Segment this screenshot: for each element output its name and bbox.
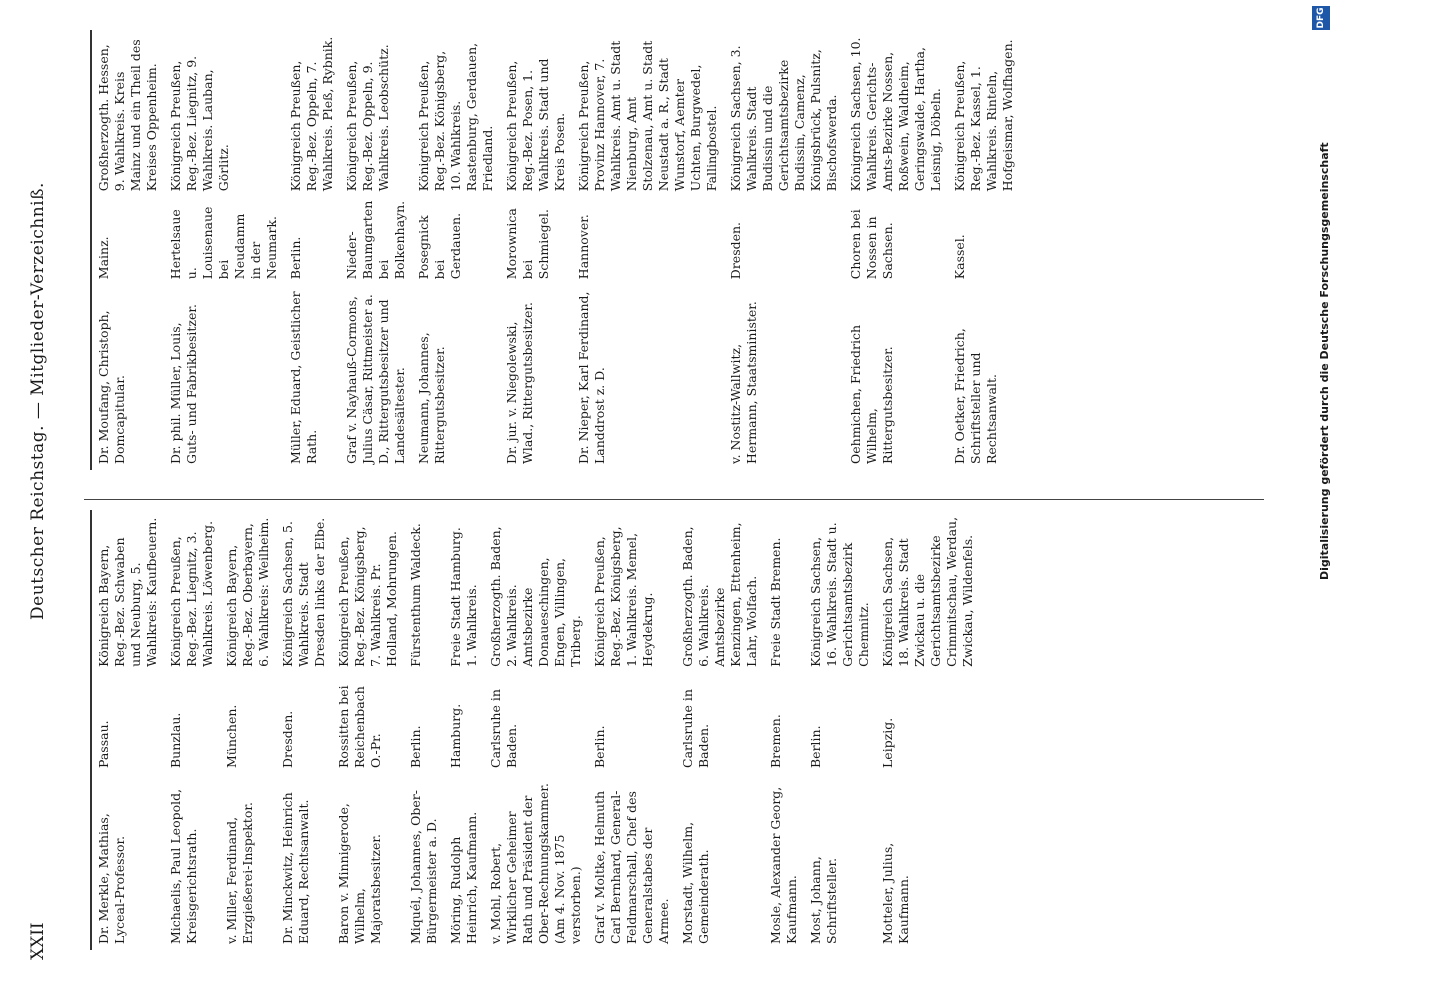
- member-residence: Hannover.: [576, 214, 591, 280]
- page-header: [10, 0, 70, 1000]
- member-row: [764, 510, 804, 950]
- member-name: Neumann, Johannes, Rittergutsbesitzer.: [416, 332, 447, 464]
- member-name: Dr. Minckwitz, Heinrich Eduard, Rechtsanwalt.: [280, 792, 311, 944]
- member-residence: Passau.: [96, 720, 111, 768]
- member-name: Dr. Moufang, Christoph, Domcapitular.: [96, 310, 127, 464]
- member-row: [804, 510, 876, 950]
- member-name: Graf v. Moltke, Helmuth Carl Bernhard, General-Feldmarschall, Chef des Generalstabes der Armee.: [592, 790, 671, 944]
- member-name: Oehmichen, Friedrich Wilhelm, Rittergutsbesitzer.: [848, 324, 895, 464]
- member-constituency: Königreich Preußen, Reg.-Bez. Königsberg, 10. Wahlkreis. Rastenburg, Gerdauen, Friedland.: [416, 42, 495, 192]
- footer: [1310, 0, 1350, 1000]
- member-row: [220, 510, 276, 950]
- member-name: Motteler, Julius, Kaufmann.: [880, 842, 911, 944]
- member-name: Dr. jur. v. Niegolewski, Wlad., Rittergutsbesitzer.: [504, 302, 535, 464]
- member-name: v. Nostitz-Wallwitz, Hermann, Staatsminister.: [728, 301, 759, 464]
- member-constituency: Königreich Sachsen, 18. Wahlkreis. Stadt Zwickau u. die Gerichtsamtsbezirke Crimmitschau, Werdau, Zwickau, Wildenfels.: [880, 516, 975, 667]
- member-constituency: Großherzogth. Baden, 2. Wahlkreis. Amtsbezirke Donaueschingen, Engen, Villingen, Triberg.: [488, 526, 583, 667]
- member-row: [404, 510, 444, 950]
- member-row: [676, 510, 764, 950]
- member-row: [588, 510, 676, 950]
- member-name: Miquél, Johannes, Ober-Bürgermeister a. D.: [408, 790, 439, 944]
- member-constituency: Königreich Bayern, Reg.-Bez. Schwaben und Neuburg, 5. Wahlkreis: Kaufbeuern.: [96, 517, 159, 667]
- member-name: Mosle, Alexander Georg, Kaufmann.: [768, 786, 799, 944]
- member-residence: Bremen.: [768, 714, 783, 768]
- member-constituency: Königreich Sachsen, 16. Wahlkreis. Stadt u. Gerichtsamtsbezirk Chemnitz.: [808, 522, 871, 667]
- member-residence: Berlin.: [288, 236, 303, 280]
- page-title: Deutscher Reichstag. — Mitglieder-Verzeichniß.: [28, 182, 48, 620]
- member-row: [876, 510, 980, 950]
- member-name: Michaelis, Paul Leopold, Kreisgerichtsrath.: [168, 788, 199, 944]
- member-constituency: Königreich Preußen, Reg.-Bez. Liegnitz, 9. Wahlkreis. Lauban, Görlitz.: [168, 55, 231, 192]
- member-residence: Morownica bei Schmiegel.: [504, 208, 551, 280]
- member-name: Dr. Nieper, Karl Ferdinand, Landdrost z. D.: [576, 291, 607, 464]
- member-constituency: Königreich Preußen, Reg.-Bez. Posen, 1. Wahlkreis. Stadt und Kreis Posen.: [504, 58, 567, 192]
- member-constituency: Großherzogth. Baden, 6. Wahlkreis. Amtsbezirke Kenzingen, Ettenheim, Lahr, Wolfach.: [680, 522, 759, 667]
- member-residence: Leipzig.: [880, 717, 895, 768]
- member-residence: Mainz.: [96, 236, 111, 280]
- member-name: v. Mohl, Robert, Wirklicher Geheimer Rath und Präsident der Ober-Rechnungskammer. (Am 4. Nov. 1875 verstorben.): [488, 783, 583, 944]
- member-constituency: Freie Stadt Hamburg. 1. Wahlkreis.: [448, 527, 479, 667]
- member-row: [92, 30, 164, 470]
- member-constituency: Königreich Preußen, Provinz Hannover, 7. Wahlkreis. Amt u. Stadt Nienburg, Amt Stolzenau, Amt u. Stadt Neustadt a. R., Stadt Wunstorf, Aemter Uchten, Burgwedel, Fallingbostel.: [576, 40, 719, 192]
- member-residence: Dresden.: [280, 710, 295, 768]
- member-name: Baron v. Minnigerode, Wilhelm, Majoratsbesitzer.: [336, 803, 383, 944]
- member-name: Müller, Eduard, Geistlicher Rath.: [288, 291, 319, 464]
- dfg-logo: DFG: [1312, 6, 1330, 30]
- member-constituency: Königreich Sachsen, 10. Wahlkreis. Gerichts-Amts-Bezirke Nossen, Roßwein, Waldheim, Geringswalde, Hartha, Leisnig, Döbeln.: [848, 37, 943, 192]
- member-constituency: Königreich Preußen, Reg.-Bez. Königsberg, 7. Wahlkreis. Pr. Holland, Mohrungen.: [336, 526, 399, 667]
- member-residence: Bunzlau.: [168, 712, 183, 768]
- member-constituency: Königreich Preußen, Reg.-Bez. Oppeln, 7. Wahlkreis. Pleß, Rybnik.: [288, 36, 335, 192]
- member-row: [164, 30, 284, 470]
- member-constituency: Königreich Sachsen, 3. Wahlkreis. Stadt Budissin und die Gerichtsamtsbezirke Budissin, Camenz, Königsbrück, Pulsnitz, Bischofswerda.: [728, 45, 839, 192]
- member-row: [412, 30, 500, 470]
- member-name: Morstadt, Wilhelm, Gemeinderath.: [680, 821, 711, 944]
- member-table-right: [90, 30, 1020, 470]
- member-row: [948, 30, 1020, 470]
- member-residence: Nieder-Baumgarten bei Bolkenhayn.: [344, 200, 407, 280]
- member-constituency: Königreich Preußen, Reg.-Bez. Oppeln, 9. Wahlkreis. Leobschütz.: [344, 44, 391, 192]
- member-name: Most, Johann, Schriftsteller.: [808, 856, 839, 944]
- member-residence: Rossitten bei Reichenbach O.-Pr.: [336, 685, 383, 768]
- member-residence: Posegnick bei Gerdauen.: [416, 212, 463, 280]
- member-constituency: Königreich Preußen, Reg.-Bez. Kassel, 1. Wahlkreis. Rinteln, Hofgeismar, Wolfhagen.: [952, 39, 1015, 192]
- member-residence: Choren bei Nossen in Sachsen.: [848, 209, 895, 280]
- member-name: Dr. Merkle, Mathias, Lyceal-Professor.: [96, 813, 127, 944]
- member-constituency: Freie Stadt Bremen.: [768, 537, 783, 667]
- member-row: [724, 30, 844, 470]
- member-row: [92, 510, 164, 950]
- member-row: [500, 30, 572, 470]
- member-residence: Carlsruhe in Baden.: [680, 689, 711, 768]
- member-name: Möring, Rudolph Heinrich, Kaufmann.: [448, 811, 479, 944]
- member-row: [340, 30, 412, 470]
- digitization-note: Digitalisierung gefördert durch die Deutsche Forschungsgemeinschaft: [1318, 142, 1331, 580]
- member-row: [572, 30, 724, 470]
- member-constituency: Königreich Sachsen, 5. Wahlkreis. Stadt Dresden links der Elbe.: [280, 517, 327, 667]
- member-constituency: Großherzogth. Hessen, 9. Wahlkreis. Kreis Mainz und ein Theil des Kreises Oppenheim.: [96, 39, 159, 192]
- member-row: [844, 30, 948, 470]
- member-residence: Kassel.: [952, 234, 967, 280]
- member-residence: Berlin.: [592, 725, 607, 768]
- member-row: [164, 510, 220, 950]
- member-constituency: Fürstenthum Waldeck.: [408, 523, 423, 667]
- member-name: v. Miller, Ferdinand, Erzgießerei-Inspektor.: [224, 802, 255, 944]
- member-constituency: Königreich Preußen, Reg.-Bez. Liegnitz, 3. Wahlkreis. Löwenberg.: [168, 520, 215, 667]
- member-row: [444, 510, 484, 950]
- member-row: [284, 30, 340, 470]
- member-constituency: Königreich Preußen, Reg.-Bez. Königsberg, 1. Wahlkreis. Memel, Heydekrug.: [592, 526, 655, 667]
- member-name: Graf v. Nayhauß-Cormons, Julius Cäsar, Rittmeister a. D., Rittergutsbesitzer und Landesältester.: [344, 294, 407, 464]
- member-row: [332, 510, 404, 950]
- member-residence: Hertelsaue u. Louisenaue bei Neudamm in der Neumark.: [168, 206, 279, 280]
- member-name: Dr. phil. Müller, Louis, Guts- und Fabrikbesitzer.: [168, 304, 199, 464]
- member-row: [484, 510, 588, 950]
- member-row: [276, 510, 332, 950]
- column-divider: [84, 499, 1264, 500]
- member-constituency: Königreich Bayern, Reg.-Bez. Oberbayern, 6. Wahlkreis: Weilheim.: [224, 517, 271, 667]
- member-residence: Hamburg.: [448, 703, 463, 768]
- member-residence: Dresden.: [728, 221, 743, 280]
- member-table-left: [90, 510, 980, 950]
- member-name: Dr. Oetker, Friedrich, Schriftsteller und Rechtsanwalt.: [952, 328, 999, 464]
- member-residence: Carlsruhe in Baden.: [488, 689, 519, 768]
- member-residence: Berlin.: [408, 725, 423, 768]
- member-residence: Berlin.: [808, 725, 823, 768]
- page-number: XXII: [28, 922, 48, 960]
- member-residence: München.: [224, 704, 239, 768]
